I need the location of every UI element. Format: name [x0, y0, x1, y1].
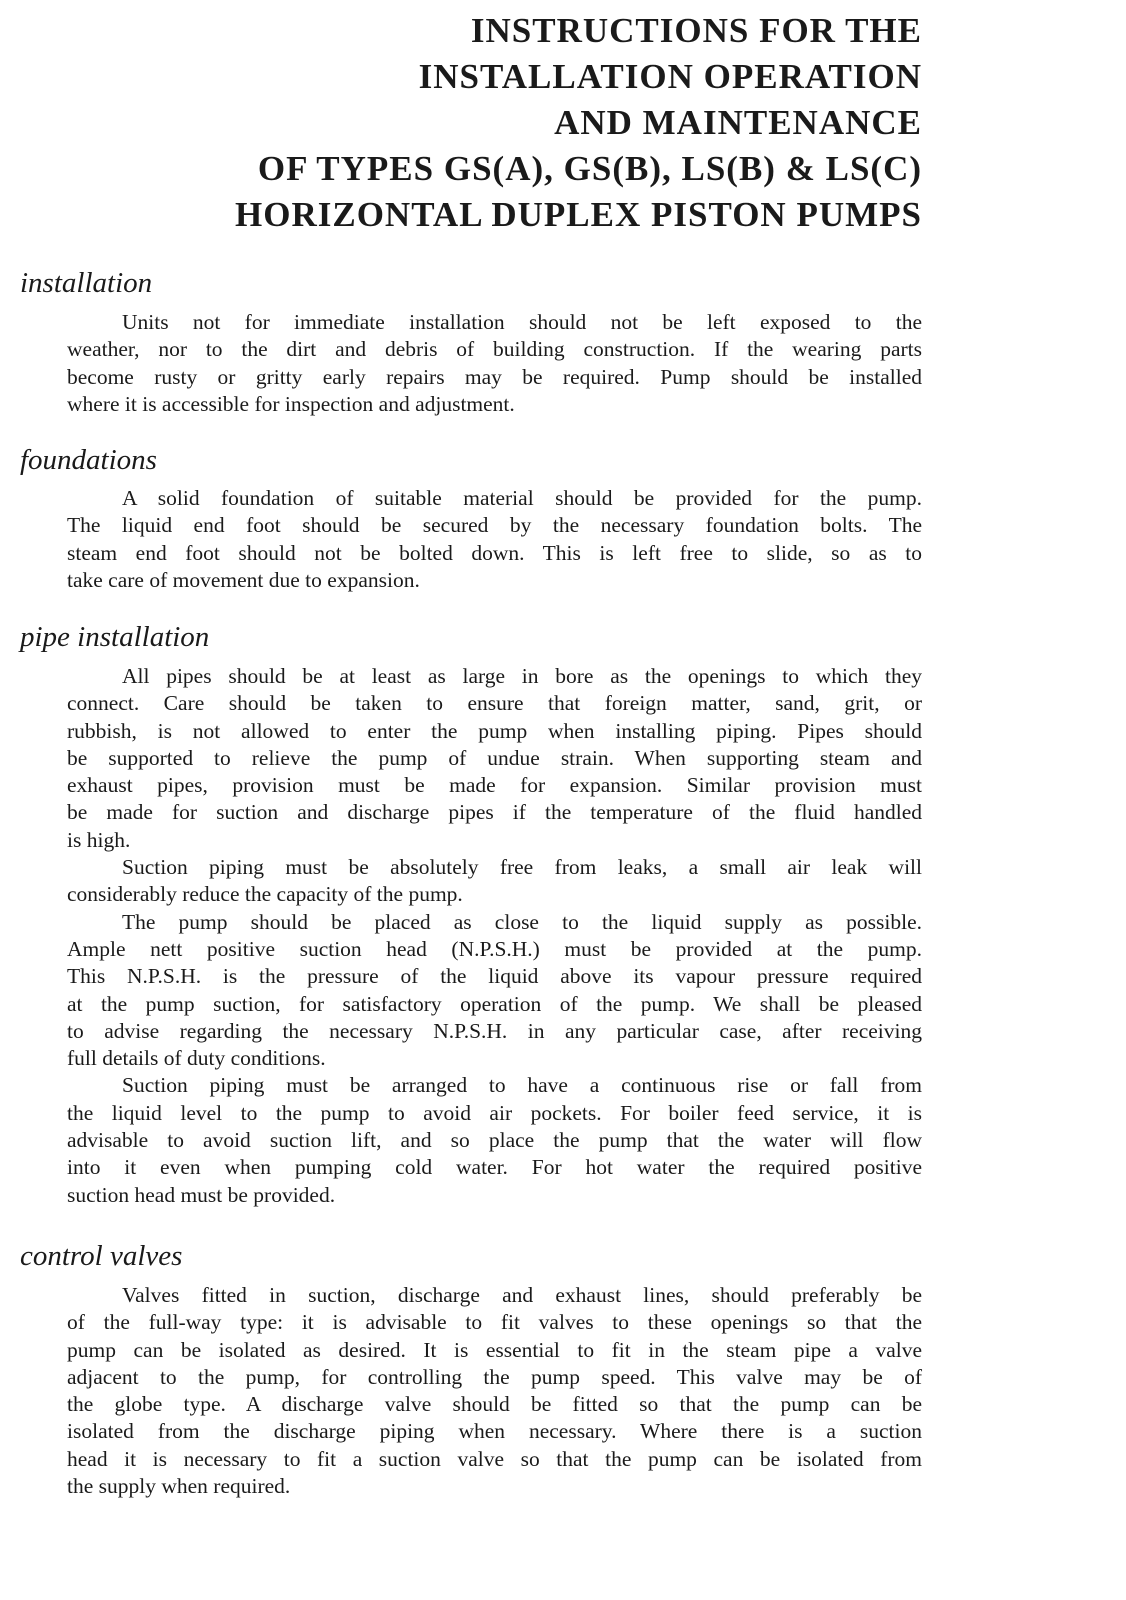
text-line: head it is necessary to fit a suction valve so that the pump can be isolated from — [67, 1446, 922, 1471]
paragraph — [67, 485, 922, 594]
title-line: INSTRUCTIONS FOR THE — [470, 11, 922, 50]
text-line: advisable to avoid suction lift, and so place the pump that the water will flow — [67, 1128, 922, 1153]
title-line: AND MAINTENANCE — [554, 103, 922, 142]
text-line: All pipes should be at least as large in bore as the openings to which they — [122, 664, 922, 688]
text-line: The liquid end foot should be secured by the necessary foundation bolts. The — [67, 513, 922, 538]
text-line: steam end foot should not be bolted down. This is left free to slide, so as to — [67, 540, 922, 565]
text-line: be made for suction and discharge pipes if the temperature of the fluid handled — [67, 800, 922, 825]
text-line: into it even when pumping cold water. For hot water the required positive — [67, 1155, 922, 1180]
text-line: Suction piping must be arranged to have a continuous rise or fall from — [122, 1073, 922, 1098]
text-line: is high. — [67, 827, 131, 852]
section-heading: pipe installation — [20, 621, 210, 653]
text-line: rubbish, is not allowed to enter the pump when installing piping. Pipes should — [67, 718, 922, 743]
text-line: The pump should be placed as close to the liquid supply as possible. — [122, 909, 922, 934]
text-line: of the full-way type: it is advisable to fit valves to these openings so that the — [67, 1310, 922, 1335]
text-line: where it is accessible for inspection and adjustment. — [67, 391, 515, 416]
text-line: at the pump suction, for satisfactory operation of the pump. We shall be pleased — [67, 991, 922, 1016]
text-line: Ample nett positive suction head (N.P.S.H.) must be provided at the pump. — [67, 936, 922, 961]
text-line: isolated from the discharge piping when necessary. Where there is a suction — [67, 1419, 922, 1444]
section-heading: control valves — [20, 1240, 183, 1272]
text-line: become rusty or gritty early repairs may be required. Pump should be installed — [67, 364, 922, 389]
text-line: Units not for immediate installation should not be left exposed to the — [122, 310, 922, 334]
text-line: the supply when required. — [67, 1474, 291, 1499]
text-line: considerably reduce the capacity of the pump. — [67, 882, 463, 907]
section-body — [67, 485, 922, 594]
text-line: adjacent to the pump, for controlling the pump speed. This valve may be of — [67, 1364, 922, 1389]
paragraph — [67, 309, 922, 418]
paragraph — [67, 909, 922, 1073]
title-line: OF TYPES GS(A), GS(B), LS(B) & LS(C) — [257, 149, 922, 188]
text-line: exhaust pipes, provision must be made for expansion. Similar provision must — [67, 773, 922, 798]
paragraph — [67, 1282, 922, 1500]
text-line: the globe type. A discharge valve should be fitted so that the pump can be — [67, 1392, 922, 1417]
paragraph — [67, 663, 922, 854]
paragraph — [67, 854, 922, 909]
text-line: take care of movement due to expansion. — [67, 567, 420, 592]
text-line: Suction piping must be absolutely free from leaks, a small air leak will — [122, 855, 922, 880]
title-line: HORIZONTAL DUPLEX PISTON PUMPS — [235, 195, 922, 234]
text-line: Valves fitted in suction, discharge and exhaust lines, should preferably be — [122, 1283, 922, 1307]
title-line: INSTALLATION OPERATION — [418, 57, 922, 96]
paragraph — [67, 1072, 922, 1208]
text-line: the liquid level to the pump to avoid air pockets. For boiler feed service, it is — [67, 1100, 922, 1125]
section-body — [67, 309, 922, 418]
text-line: This N.P.S.H. is the pressure of the liquid above its vapour pressure required — [67, 964, 922, 989]
document-title — [235, 8, 922, 238]
section-heading: installation — [20, 267, 153, 299]
section-heading: foundations — [20, 444, 157, 476]
text-line: to advise regarding the necessary N.P.S.H. in any particular case, after receiving — [67, 1018, 922, 1043]
text-line: full details of duty conditions. — [67, 1046, 326, 1071]
section-body — [67, 663, 922, 1209]
text-line: be supported to relieve the pump of undue strain. When supporting steam and — [67, 745, 922, 770]
section-body — [67, 1282, 922, 1500]
text-line: A solid foundation of suitable material should be provided for the pump. — [122, 486, 922, 510]
text-line: pump can be isolated as desired. It is essential to fit in the steam pipe a valve — [67, 1337, 922, 1362]
text-line: connect. Care should be taken to ensure that foreign matter, sand, grit, or — [67, 691, 922, 716]
text-line: suction head must be provided. — [67, 1182, 336, 1207]
text-line: weather, nor to the dirt and debris of building construction. If the wearing parts — [67, 337, 922, 362]
